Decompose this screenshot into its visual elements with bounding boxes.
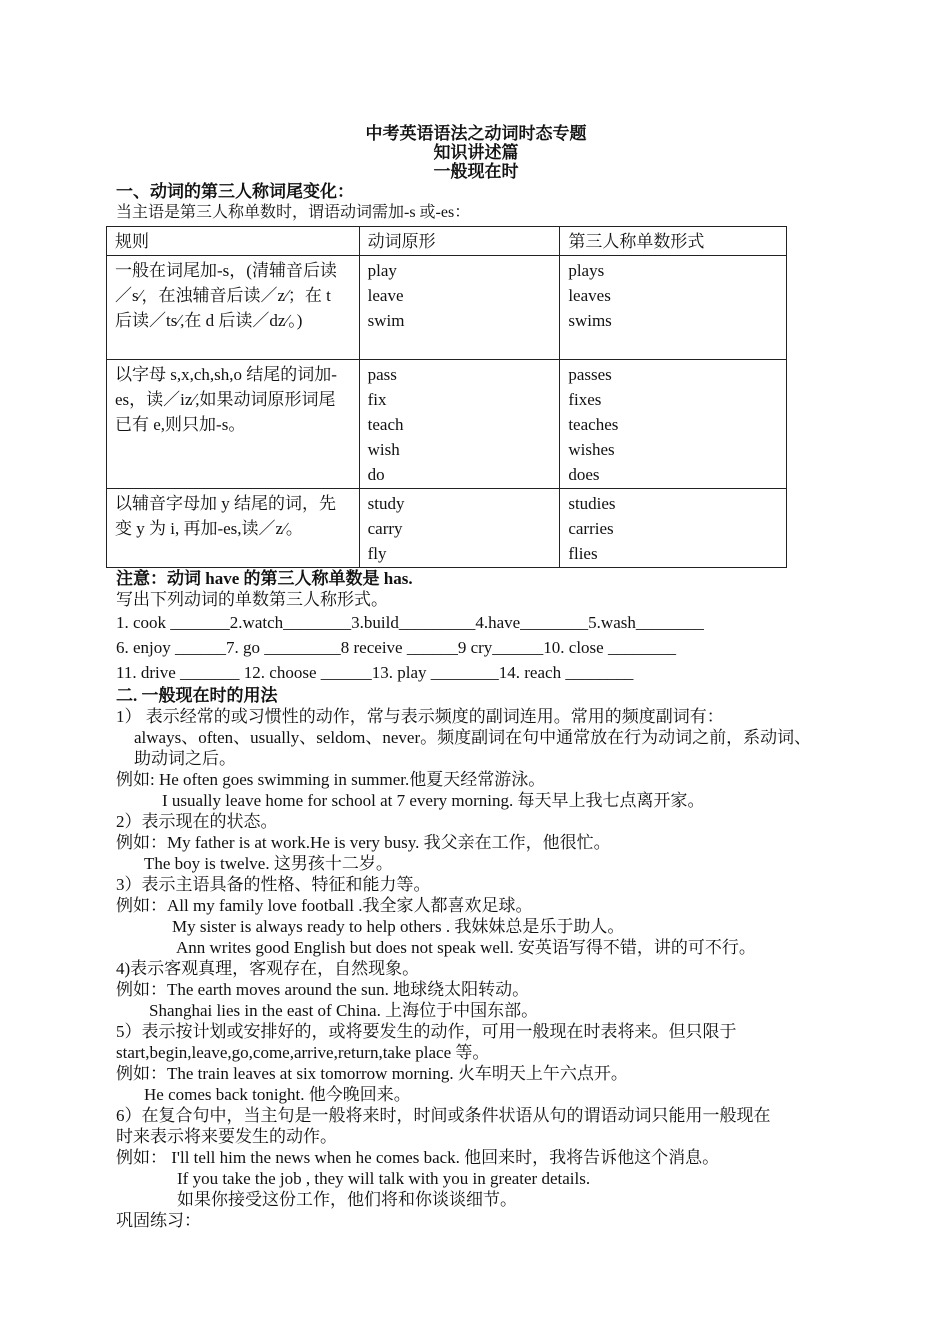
rule-cell: 一般在词尾加-s，(清辅音后读／s∕，在浊辅音后读／z∕；在 t 后读／ts∕,在 d 后读／dz∕。) (107, 256, 360, 360)
base-verb: do (367, 465, 385, 484)
rule-cell: 以辅音字母加 y 结尾的词，先变 y 为 i, 再加-es,读／z∕。 (107, 489, 360, 568)
table-row (107, 256, 787, 360)
third-verb: fixes (568, 390, 602, 409)
third-verb: teaches (568, 415, 619, 434)
example: 如果你接受这份工作，他们将和你谈谈细节。 (177, 1190, 517, 1209)
example: I usually leave home for school at 7 every morning. 每天早上我七点离开家。 (162, 791, 705, 810)
usage-text: 3）表示主语具备的性格、特征和能力等。 (116, 875, 431, 894)
rule-cell: 以字母 s,x,ch,sh,o 结尾的词加-es，读／iz∕,如果动词原形词尾已有 e,则只加-s。 (107, 360, 360, 489)
example: Shanghai lies in the east of China. 上海位于中国东部。 (149, 1001, 539, 1020)
usage-text: start,begin,leave,go,come,arrive,return,take place 等。 (116, 1043, 490, 1062)
note-have: 注意：动词 have 的第三人称单数是 has. (116, 569, 413, 588)
third-cell (560, 360, 787, 489)
third-cell (560, 256, 787, 360)
usage-text: 1） 表示经常的或习惯性的动作，常与表示频度的副词连用。常用的频度副词有： (116, 707, 724, 726)
third-verb: carries (568, 519, 614, 538)
third-verb: passes (568, 365, 612, 384)
base-verb: carry (367, 519, 403, 538)
exercise-line: 11. drive _______ 12. choose ______13. play ________14. reach ________ (116, 663, 634, 682)
example: 例如: He often goes swimming in summer.他夏天经常游泳。 (116, 770, 546, 789)
base-verb: fix (367, 390, 387, 409)
base-verb: teach (367, 415, 404, 434)
third-verb: does (568, 465, 600, 484)
example: 例如：The train leaves at six tomorrow morning. 火车明天上午六点开。 (116, 1064, 628, 1083)
third-verb: wishes (568, 440, 615, 459)
base-verb: study (367, 494, 405, 513)
base-verb: wish (367, 440, 400, 459)
header-third: 第三人称单数形式 (560, 227, 787, 256)
base-verb: fly (367, 544, 387, 563)
usage-3 (116, 874, 840, 958)
third-cell (560, 489, 787, 568)
third-verb: flies (568, 544, 598, 563)
section1-heading: 一、动词的第三人称词尾变化： (116, 182, 354, 201)
practice-heading: 巩固练习： (116, 1211, 201, 1230)
example: My sister is always ready to help others . 我妹妹总是乐于助人。 (172, 917, 625, 936)
usage-6 (116, 1105, 840, 1210)
third-verb: studies (568, 494, 616, 513)
third-verb: leaves (568, 286, 611, 305)
header-base: 动词原形 (359, 227, 560, 256)
exercise-line: 1. cook _______2.watch________3.build_________4.have________5.wash________ (116, 613, 704, 632)
title-block (112, 124, 840, 181)
table-row (107, 360, 787, 489)
usage-5 (116, 1021, 840, 1105)
header-rule: 规则 (107, 227, 360, 256)
example: Ann writes good English but does not speak well. 安英语写得不错，讲的可不行。 (176, 938, 756, 957)
example: 例如： I'll tell him the news when he comes back. 他回来时，我将告诉他这个消息。 (116, 1148, 720, 1167)
example: He comes back tonight. 他今晚回来。 (144, 1085, 411, 1104)
base-verb: leave (367, 286, 404, 305)
exercise-line: 6. enjoy ______7. go _________8 receive ______9 cry______10. close ________ (116, 638, 676, 657)
example: If you take the job , they will talk with you in greater details. (177, 1169, 591, 1188)
usage-text: 6）在复合句中，当主句是一般将来时，时间或条件状语从句的谓语动词只能用一般现在 (116, 1106, 771, 1125)
main-title: 中考英语语法之动词时态专题 (365, 124, 587, 143)
conjugation-table (106, 226, 787, 568)
table-row (107, 489, 787, 568)
example: 例如：My father is at work.He is very busy. 我父亲在工作，他很忙。 (116, 833, 611, 852)
base-verb: pass (367, 365, 397, 384)
exercise-intro: 写出下列动词的单数第三人称形式。 (116, 590, 388, 609)
usage-text: 助动词之后。 (134, 749, 236, 768)
usage-1 (116, 706, 840, 811)
usage-text: always、often、usually、seldom、never。频度副词在句中通常放在行为动词之前，系动词、 (134, 728, 812, 747)
topic-title: 一般现在时 (433, 162, 519, 181)
usage-text: 时来表示将来要发生的动作。 (116, 1127, 337, 1146)
section1-intro: 当主语是第三人称单数时，谓语动词需加-s 或-es： (116, 204, 471, 221)
sub-title: 知识讲述篇 (433, 143, 519, 162)
base-cell (359, 256, 560, 360)
usage-2 (116, 811, 840, 874)
usage-4 (116, 958, 840, 1021)
usage-text: 4)表示客观真理，客观存在，自然现象。 (116, 959, 420, 978)
third-verb: swims (568, 311, 612, 330)
usage-text: 2）表示现在的状态。 (116, 812, 278, 831)
example: 例如：All my family love football .我全家人都喜欢足球。 (116, 896, 533, 915)
base-cell (359, 489, 560, 568)
example: 例如：The earth moves around the sun. 地球绕太阳转动。 (116, 980, 530, 999)
third-verb: plays (568, 261, 605, 280)
base-verb: play (367, 261, 397, 280)
table-header-row (107, 227, 787, 256)
document-page (116, 124, 840, 1231)
example: The boy is twelve. 这男孩十二岁。 (144, 854, 393, 873)
base-cell (359, 360, 560, 489)
section2-heading: 二. 一般现在时的用法 (116, 686, 278, 705)
exercise-block (116, 610, 840, 685)
base-verb: swim (367, 311, 405, 330)
usage-text: 5）表示按计划或安排好的，或将要发生的动作，可用一般现在时表将来。但只限于 (116, 1022, 737, 1041)
